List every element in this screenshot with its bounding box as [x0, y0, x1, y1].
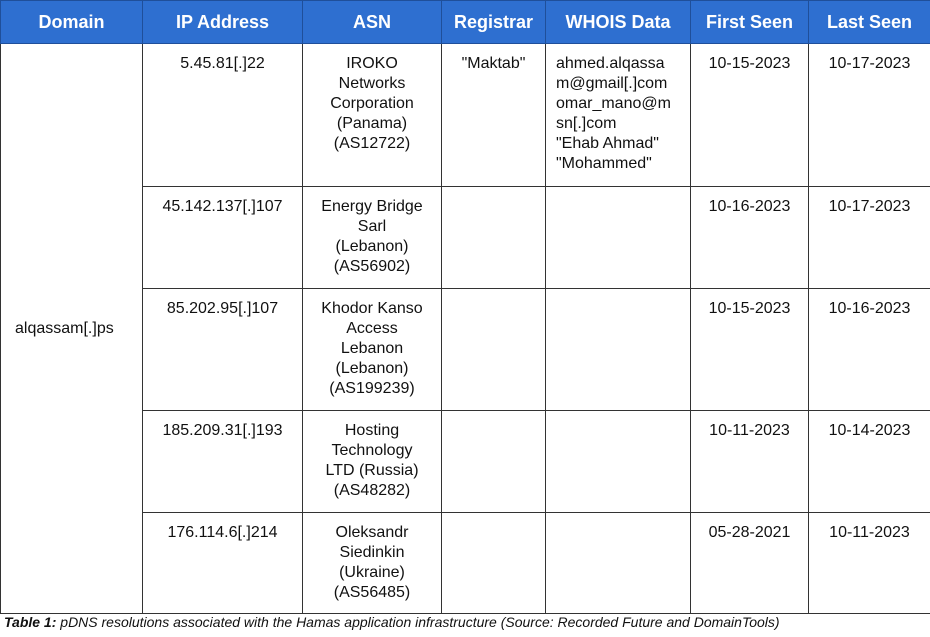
asn-cell: IROKO Networks Corporation (Panama) (AS12722) [303, 44, 442, 187]
ip-address-cell: 176.114.6[.]214 [143, 513, 303, 614]
last-seen-cell: 10-11-2023 [809, 513, 930, 614]
whois-data-cell [546, 289, 691, 411]
whois-data-cell: ahmed.alqassa m@gmail[.]com omar_mano@m sn[.]com "Ehab Ahmad" "Mohammed" [546, 44, 691, 187]
first-seen-cell: 10-11-2023 [691, 411, 809, 513]
table-caption [4, 614, 780, 630]
last-seen-cell: 10-14-2023 [809, 411, 930, 513]
header-first-seen: First Seen [691, 1, 809, 44]
asn-cell: Oleksandr Siedinkin (Ukraine) (AS56485) [303, 513, 442, 614]
whois-data-cell [546, 513, 691, 614]
registrar-cell: "Maktab" [442, 44, 546, 187]
whois-data-cell [546, 411, 691, 513]
ip-address-cell: 45.142.137[.]107 [143, 187, 303, 289]
caption-label: Table 1: [4, 614, 57, 630]
header-last-seen: Last Seen [809, 1, 930, 44]
ip-address-cell: 85.202.95[.]107 [143, 289, 303, 411]
header-row [1, 1, 930, 44]
first-seen-cell: 05-28-2021 [691, 513, 809, 614]
first-seen-cell: 10-15-2023 [691, 289, 809, 411]
registrar-cell [442, 513, 546, 614]
header-whois-data: WHOIS Data [546, 1, 691, 44]
caption-text: pDNS resolutions associated with the Hamas application infrastructure (Source: Recorded Future and DomainTools) [56, 614, 780, 630]
asn-cell: Khodor Kanso Access Lebanon (Lebanon) (AS199239) [303, 289, 442, 411]
header-asn: ASN [303, 1, 442, 44]
ip-address-cell: 5.45.81[.]22 [143, 44, 303, 187]
header-registrar: Registrar [442, 1, 546, 44]
asn-cell: Energy Bridge Sarl (Lebanon) (AS56902) [303, 187, 442, 289]
header-ip-address: IP Address [143, 1, 303, 44]
registrar-cell [442, 289, 546, 411]
registrar-cell [442, 187, 546, 289]
first-seen-cell: 10-15-2023 [691, 44, 809, 187]
whois-data-cell [546, 187, 691, 289]
table-row [1, 44, 930, 187]
last-seen-cell: 10-16-2023 [809, 289, 930, 411]
last-seen-cell: 10-17-2023 [809, 44, 930, 187]
first-seen-cell: 10-16-2023 [691, 187, 809, 289]
ip-address-cell: 185.209.31[.]193 [143, 411, 303, 513]
registrar-cell [442, 411, 546, 513]
header-domain: Domain [1, 1, 143, 44]
domain-cell: alqassam[.]ps [1, 44, 143, 614]
last-seen-cell: 10-17-2023 [809, 187, 930, 289]
asn-cell: Hosting Technology LTD (Russia) (AS48282) [303, 411, 442, 513]
